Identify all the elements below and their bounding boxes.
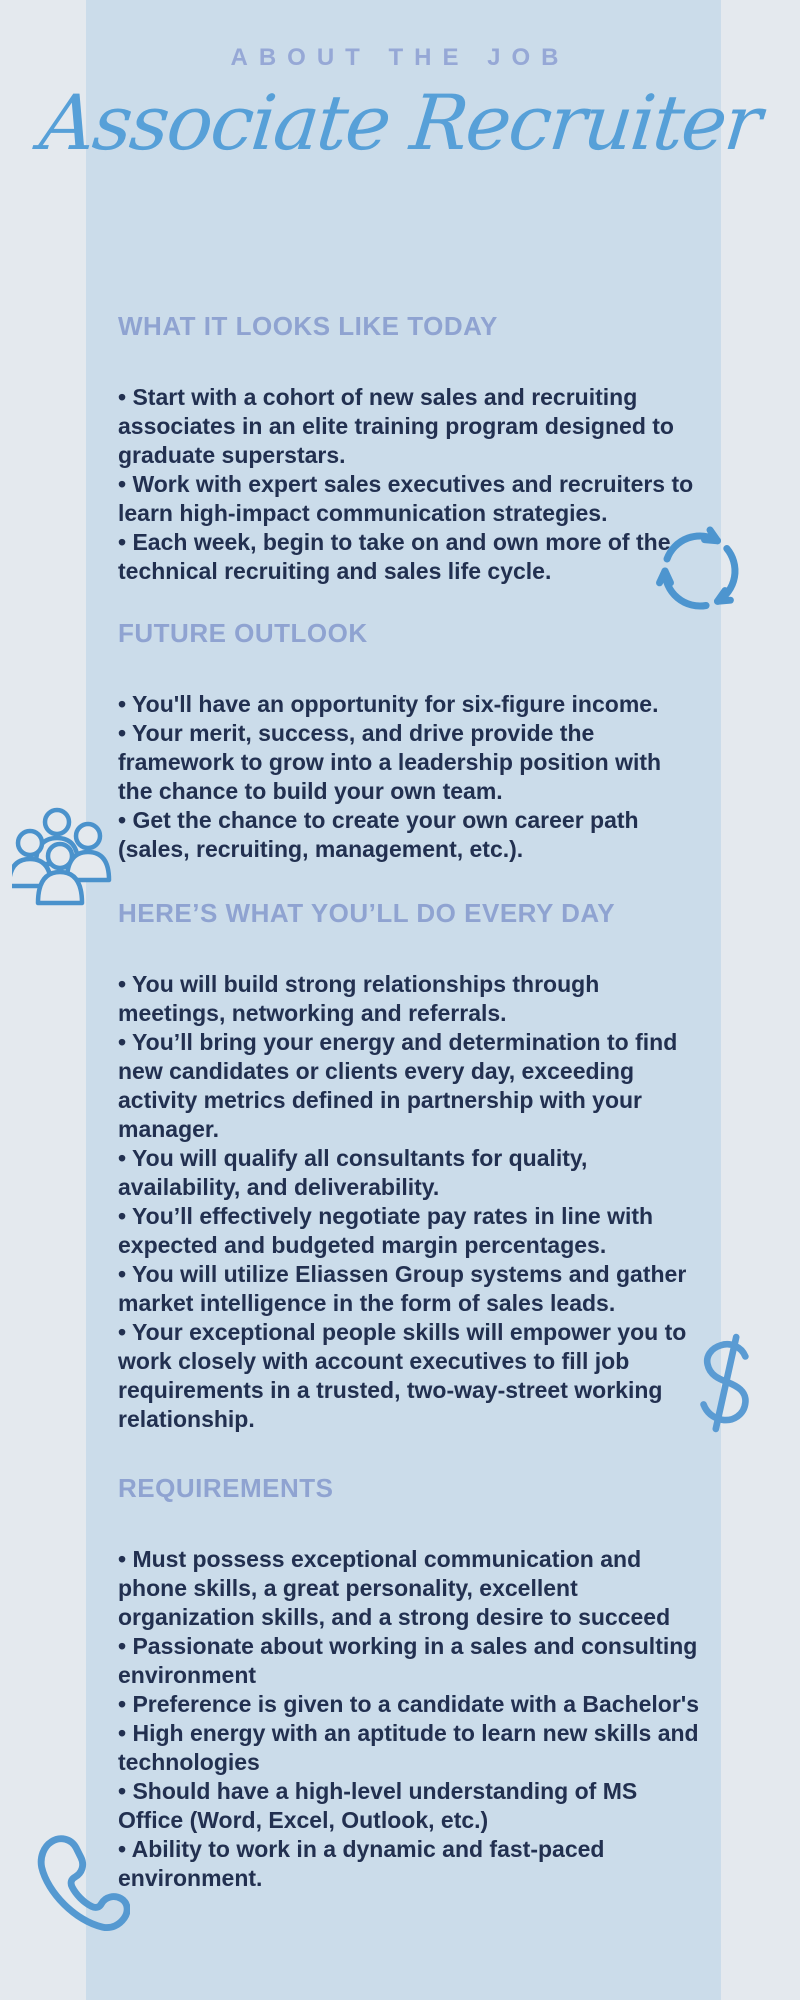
bullet-item: • You will qualify all consultants for quality, availability, and deliverability. — [118, 1144, 700, 1202]
bullet-list — [118, 1545, 700, 1893]
eyebrow-label: ABOUT THE JOB — [230, 44, 570, 71]
bullet-list — [118, 970, 700, 1434]
bullet-item: • You’ll effectively negotiate pay rates in line with expected and budgeted margin percentages. — [118, 1202, 700, 1260]
bullet-item: • You'll have an opportunity for six-figure income. — [118, 690, 700, 719]
people-group-icon — [12, 806, 112, 908]
section-heading: HERE’S WHAT YOU’LL DO EVERY DAY — [118, 898, 616, 928]
bullet-item: • Work with expert sales executives and recruiters to learn high-impact communication strategies. — [118, 470, 700, 528]
page-title: Associate Recruiter — [35, 78, 765, 167]
section-heading: REQUIREMENTS — [118, 1473, 334, 1503]
bullet-item: • You will utilize Eliassen Group systems and gather market intelligence in the form of sales leads. — [118, 1260, 700, 1318]
bullet-item: • Your exceptional people skills will empower you to work closely with account executives to fill job requirements in a trusted, two-way-street working relationship. — [118, 1318, 700, 1434]
job-description — [118, 311, 700, 1893]
bullet-item: • Should have a high-level understanding of MS Office (Word, Excel, Outlook, etc.) — [118, 1777, 700, 1835]
bullet-item: • Each week, begin to take on and own more of the technical recruiting and sales life cycle. — [118, 528, 700, 586]
bullet-item: • You will build strong relationships through meetings, networking and referrals. — [118, 970, 700, 1028]
bullet-item: • Ability to work in a dynamic and fast-paced environment. — [118, 1835, 700, 1893]
section-what-it-looks-like-today — [118, 311, 700, 586]
phone-handset-icon — [22, 1828, 130, 1932]
bullet-list — [118, 690, 700, 864]
bullet-item: • Preference is given to a candidate with a Bachelor's — [118, 1690, 700, 1719]
bullet-item: • High energy with an aptitude to learn new skills and technologies — [118, 1719, 700, 1777]
bullet-item: • You’ll bring your energy and determination to find new candidates or clients every day, exceeding activity metrics defined in partnership with your manager. — [118, 1028, 700, 1144]
bullet-item: • Get the chance to create your own career path (sales, recruiting, management, etc.). — [118, 806, 700, 864]
section-heading: WHAT IT LOOKS LIKE TODAY — [118, 311, 498, 341]
bullet-item: • Passionate about working in a sales and consulting environment — [118, 1632, 700, 1690]
cycle-arrows-icon — [650, 521, 750, 621]
bullet-item: • Your merit, success, and drive provide the framework to grow into a leadership position with the chance to build your own team. — [118, 719, 700, 806]
section-future-outlook — [118, 618, 700, 864]
section-every-day — [118, 898, 700, 1434]
section-heading: FUTURE OUTLOOK — [118, 618, 368, 648]
section-requirements — [118, 1473, 700, 1893]
bullet-list — [118, 383, 700, 586]
bullet-item: • Must possess exceptional communication and phone skills, a great personality, excellent organization skills, and a strong desire to succeed — [118, 1545, 700, 1632]
dollar-sign-icon — [690, 1332, 762, 1434]
bullet-item: • Start with a cohort of new sales and recruiting associates in an elite training program designed to graduate superstars. — [118, 383, 700, 470]
